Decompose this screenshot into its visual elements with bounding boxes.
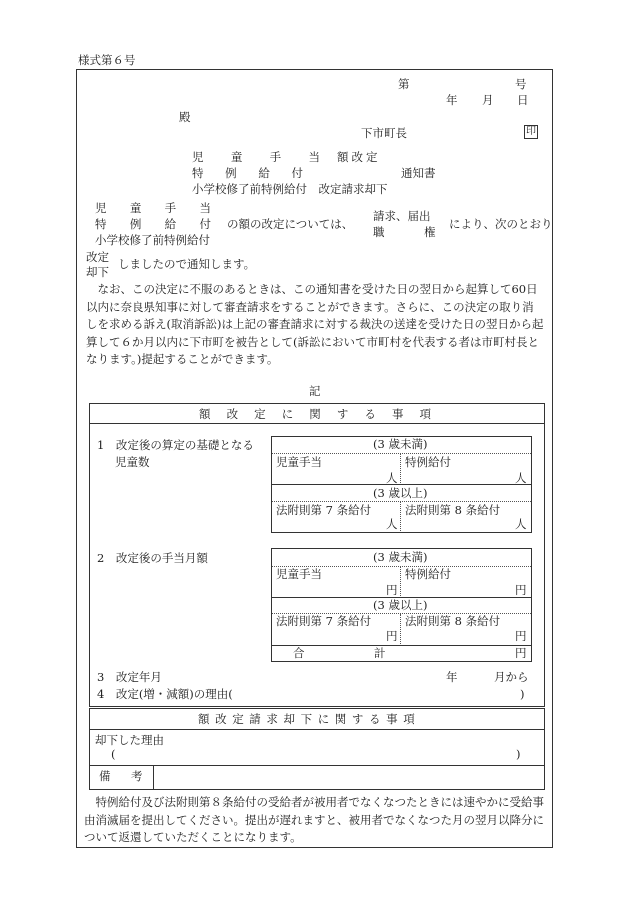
- title-char: 付: [291, 166, 303, 180]
- heading-char: 関: [309, 407, 321, 421]
- intro-request-top: 請求、届出: [373, 209, 431, 223]
- intro-tail2: しましたので通知します。: [118, 257, 256, 271]
- section2-open-paren: (: [111, 747, 116, 761]
- item3-nen: 年: [446, 670, 458, 684]
- heading-char: 定: [254, 407, 266, 421]
- item1-unit-1: 人: [386, 471, 398, 485]
- heading-char: 事: [391, 407, 404, 421]
- title-char: 例: [225, 166, 237, 180]
- item1-art7: 法附則第 7 条給付: [276, 503, 372, 517]
- item2-unit-1: 円: [386, 583, 398, 597]
- section2-heading: 額改定請求却下に関する事項: [198, 712, 421, 726]
- biko-char-2: 考: [131, 769, 143, 783]
- title-row1: [192, 152, 320, 164]
- intro-char: 童: [129, 201, 142, 215]
- intro-char: 当: [199, 201, 211, 215]
- item2-art7: 法附則第 7 条給付: [276, 614, 372, 628]
- date-year: 年: [446, 93, 458, 107]
- intro-char: 例: [129, 217, 142, 231]
- item1-mid-rule: [272, 484, 531, 485]
- item3-label: 3 改定年月: [97, 670, 162, 684]
- intro-kyakka: 却下: [86, 265, 109, 279]
- heading-char: 項: [419, 407, 431, 421]
- date-day: 日: [517, 93, 529, 107]
- section2-close-paren: ): [516, 747, 521, 761]
- item1-over3: (3 歳以上): [373, 486, 428, 500]
- item2-jido-teate: 児童手当: [276, 567, 322, 581]
- ki-label: 記: [309, 384, 321, 398]
- intro-tail: により、次のとおり: [449, 217, 553, 231]
- intro-kaitei: 改定: [86, 250, 109, 264]
- item2-dotted-v2: [400, 614, 401, 644]
- item3-kara: 月から: [494, 670, 529, 684]
- biko-char-1: 備: [99, 769, 111, 783]
- item1-under3: (3 歳未満): [373, 437, 428, 451]
- intro-char: 児: [95, 201, 107, 215]
- footer-paragraph: 特例給付及び法附則第８条給付の受給者が被用者でなくなつたときには速やかに受給事由消滅届を提出してください。提出が遅れますと、被用者でなくなつた月の翌月以降分について返還していただくことになります。: [84, 795, 544, 844]
- title-char: 手: [269, 150, 282, 164]
- item2-unit-2: 円: [515, 583, 527, 597]
- item2-total-rule: [272, 645, 531, 646]
- section2-biko-rule: [90, 765, 544, 766]
- item1-jido-teate: 児童手当: [276, 455, 322, 469]
- section2-reason-label: 却下した理由: [95, 733, 164, 747]
- item2-under3: (3 歳未満): [373, 550, 428, 564]
- item1-unit-3: 人: [386, 517, 398, 531]
- intro-char: 特: [95, 217, 107, 231]
- item1-label: 1 改定後の算定の基礎となる: [97, 438, 254, 452]
- item2-total-unit: 円: [515, 646, 527, 660]
- title-char: 当: [308, 150, 320, 164]
- intro-char: 付: [199, 217, 211, 231]
- item1-dotted-v1: [400, 454, 401, 483]
- title-char: 給: [258, 166, 270, 180]
- section2-heading-rule: [90, 729, 544, 730]
- title-char: 児: [192, 150, 204, 164]
- intro-request-bottom-b: 権: [424, 225, 436, 239]
- form-number: 様式第６号: [78, 53, 136, 67]
- intro-request-bottom-a: 職: [373, 225, 385, 239]
- issuer-mayor: 下市町長: [361, 126, 407, 140]
- item2-dotted-v1: [400, 567, 401, 596]
- item1-tokurei: 特例給付: [405, 455, 451, 469]
- number-prefix: 第: [398, 77, 410, 91]
- heading-char: 改: [226, 407, 239, 421]
- item2-unit-3: 円: [386, 629, 398, 643]
- addressee-dono: 殿: [179, 110, 191, 124]
- intro-char: 手: [164, 201, 177, 215]
- item1-unit-2: 人: [515, 471, 527, 485]
- title-char: 特: [192, 166, 204, 180]
- title-char: 童: [230, 150, 243, 164]
- intro-kind-1: [95, 203, 211, 215]
- section2-biko-divider: [153, 766, 154, 789]
- section1-heading: [199, 409, 431, 421]
- title-gaku-kaitei: 額改定: [337, 150, 381, 164]
- item1-label2: 児童数: [115, 455, 150, 469]
- heading-char: に: [281, 407, 294, 421]
- item4-label: 4 改定(増・減額)の理由(: [97, 687, 233, 701]
- title-tsuchisho: 通知書: [401, 166, 436, 180]
- item2-total-a: 合: [293, 646, 305, 660]
- intro-kind-3: 小学校修了前特例給付: [95, 233, 210, 247]
- heading-char: る: [364, 407, 376, 421]
- item1-dotted-v2: [400, 502, 401, 531]
- date-month: 月: [482, 93, 494, 107]
- item2-total-b: 計: [374, 646, 386, 660]
- item1-art8: 法附則第 8 条給付: [405, 503, 501, 517]
- title-row2: [192, 168, 303, 180]
- seal-mark: 印: [526, 126, 536, 137]
- item1-unit-4: 人: [515, 517, 527, 531]
- notice-paragraph: なお、この決定に不服のあるときは、この通知書を受けた日の翌日から起算して60日以内に奈良県知事に対して審査請求をすることができます。さらに、この決定の取り消しを求める訴え(取消訴訟)は上記の審査請求に対する裁決の送達を受けた日の翌日から起算して６か月以内に下市町を被告として(訴訟において市町村を代表する者は市町村長となります。)提起することができます。: [86, 282, 544, 366]
- item1-dotted-2: [272, 501, 531, 502]
- item2-label: 2 改定後の手当月額: [97, 551, 208, 565]
- item2-art8: 法附則第 8 条給付: [405, 614, 501, 628]
- title-row3: 小学校修了前特例給付 改定請求却下: [192, 182, 388, 196]
- intro-kind-2: [95, 219, 211, 231]
- heading-char: 額: [199, 407, 211, 421]
- item4-close-paren: ): [520, 687, 525, 701]
- intro-char: 給: [164, 217, 177, 231]
- section1-heading-rule: [90, 423, 544, 424]
- item2-over3: (3 歳以上): [373, 598, 428, 612]
- intro-mid-text: の額の改定については、: [227, 217, 354, 231]
- item1-dotted-1: [272, 453, 531, 454]
- item2-unit-4: 円: [515, 629, 527, 643]
- number-suffix: 号: [515, 77, 527, 91]
- heading-char: す: [336, 407, 349, 421]
- item2-tokurei: 特例給付: [405, 567, 451, 581]
